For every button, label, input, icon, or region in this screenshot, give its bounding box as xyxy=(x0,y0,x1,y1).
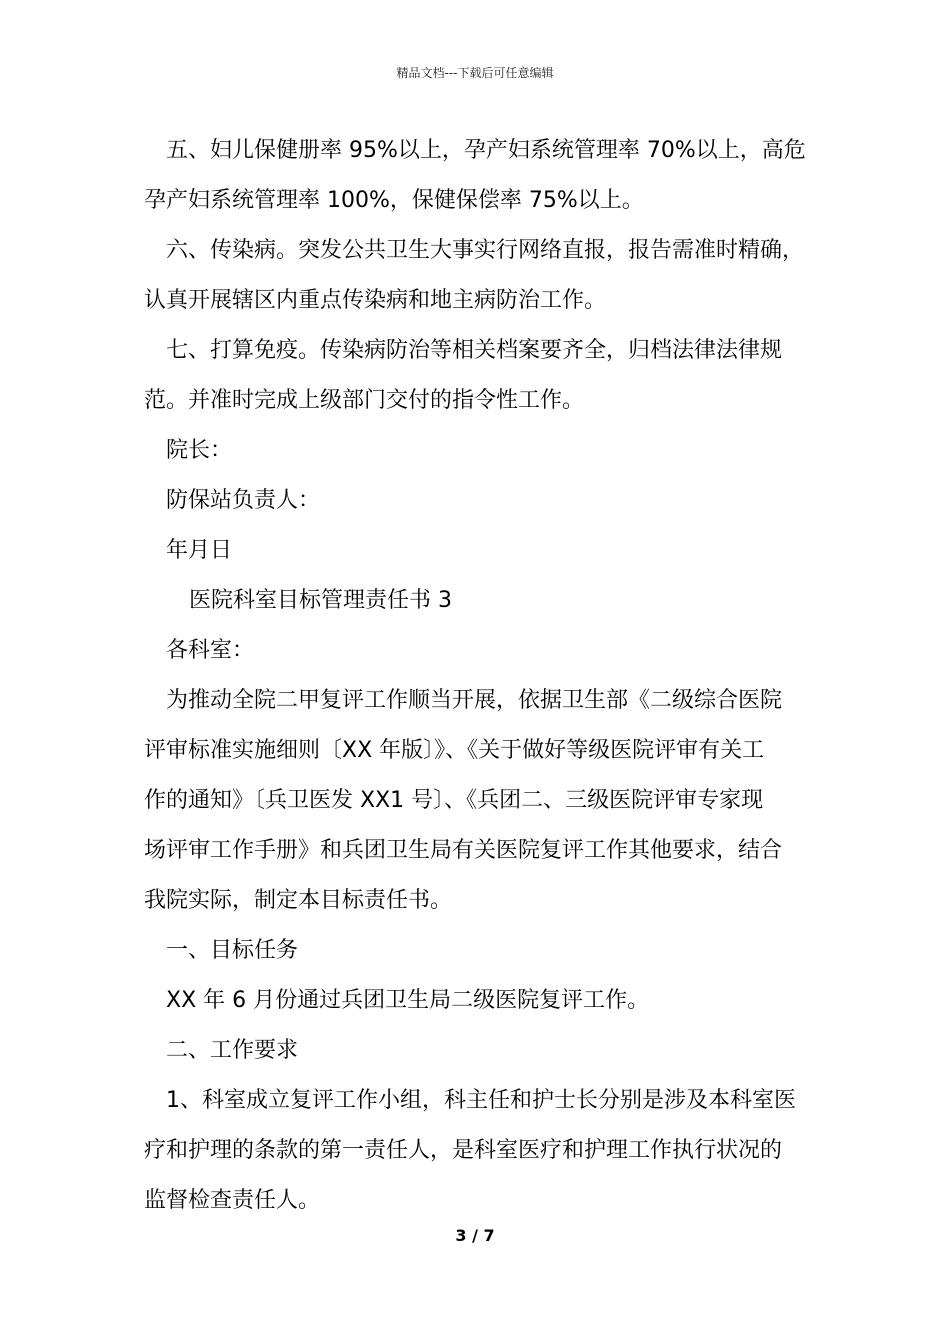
paragraph-line: 五、妇儿保健册率 95%以上，孕产妇系统管理率 70%以上，高危 xyxy=(166,138,806,163)
paragraph-line: 认真开展辖区内重点传染病和地主病防治工作。 xyxy=(144,288,607,313)
paragraph-line: 1、科室成立复评工作小组，科主任和护士长分别是涉及本科室医 xyxy=(166,1088,796,1113)
paragraph-line: 为推动全院二甲复评工作顺当开展，依据卫生部《二级综合医院 xyxy=(166,688,783,713)
paragraph-line: 疗和护理的条款的第一责任人，是科室医疗和护理工作执行状况的 xyxy=(144,1138,783,1163)
signature-president: 院长： xyxy=(166,438,233,463)
section-title: 医院科室目标管理责任书 3 xyxy=(189,588,452,613)
paragraph-line: 作的通知》〔兵卫医发 XX1 号〕、《兵团二、三级医院评审专家现 xyxy=(144,788,764,813)
page-header: 精品文档---下载后可任意编辑 xyxy=(396,66,554,80)
paragraph-line: 我院实际，制定本目标责任书。 xyxy=(144,888,453,913)
signature-date: 年月日 xyxy=(166,538,233,563)
heading-requirements: 二、工作要求 xyxy=(166,1038,299,1063)
document-body xyxy=(144,126,824,1226)
paragraph-line: 场评审工作手册》和兵团卫生局有关医院复评工作其他要求，结合 xyxy=(144,838,783,863)
signature-station-head: 防保站负责人： xyxy=(166,488,321,513)
paragraph-line: 六、传染病。突发公共卫生大事实行网络直报，报告需准时精确， xyxy=(166,238,805,263)
heading-targets: 一、目标任务 xyxy=(166,938,299,963)
paragraph-line: 监督检查责任人。 xyxy=(144,1188,321,1213)
salutation: 各科室： xyxy=(166,638,255,663)
paragraph-line: 评审标准实施细则〔XX 年版〕》、《关于做好等级医院评审有关工 xyxy=(144,738,765,763)
paragraph-line: XX 年 6 月份通过兵团卫生局二级医院复评工作。 xyxy=(166,988,650,1013)
page-number: 3 / 7 xyxy=(455,1226,495,1245)
paragraph-line: 范。并准时完成上级部门交付的指令性工作。 xyxy=(144,388,585,413)
paragraph-line: 七、打算免疫。传染病防治等相关档案要齐全，归档法律法律规 xyxy=(166,338,783,363)
paragraph-line: 孕产妇系统管理率 100%，保健保偿率 75%以上。 xyxy=(144,188,644,213)
